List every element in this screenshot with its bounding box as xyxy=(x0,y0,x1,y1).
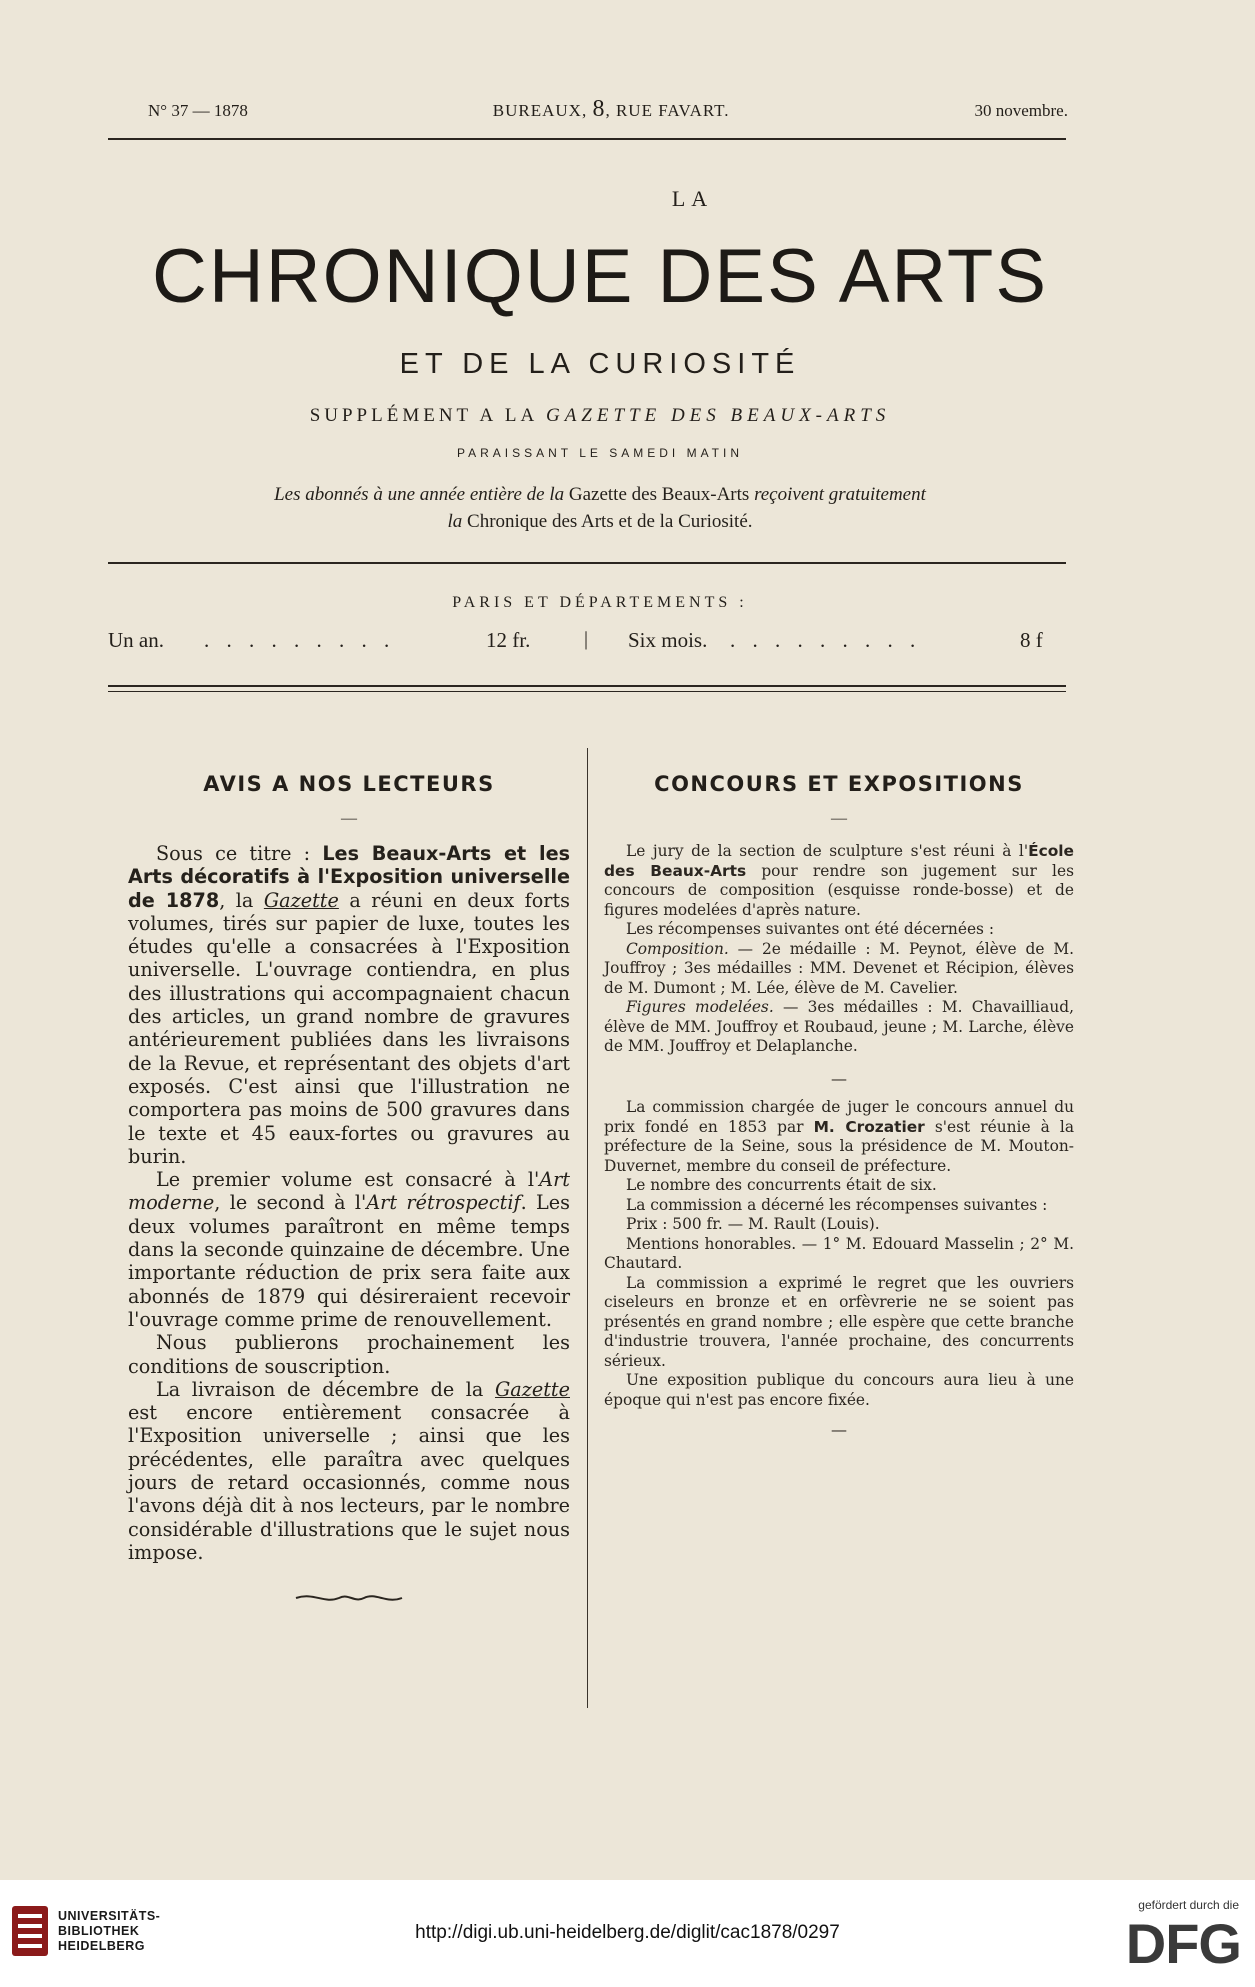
avis-paragraph-2 xyxy=(128,1168,570,1331)
top-rule xyxy=(108,138,1066,140)
concours-p1-bold: École des Beaux-Arts xyxy=(604,842,1074,880)
avis-p1-b: , la xyxy=(219,888,264,912)
supplement-gazette: GAZETTE DES BEAUX-ARTS xyxy=(545,405,891,426)
concours-p5-bold: M. Crozatier xyxy=(813,1117,925,1136)
avis-dash: — xyxy=(341,810,357,827)
un-an-label: Un an. xyxy=(108,628,164,652)
bureaux-number: 8 xyxy=(592,96,606,122)
concours-paragraph-8: Prix : 500 fr. — M. Rault (Louis). xyxy=(626,1215,880,1233)
concours-p1-a: Le jury de la section de sculpture s'est réuni à l' xyxy=(626,842,1029,860)
avis-heading: AVIS A NOS LECTEURS xyxy=(203,772,495,796)
abonnes-plain-2: Chronique des Arts et de la Curiosité. xyxy=(462,511,753,532)
concours-paragraph-10: La commission a exprimé le regret que les ouvriers ciseleurs en bronze et en orfèvrerie ne se soient pas présentés en grand nombre ; elle espère que cette branche d'industrie trouvera, l'année prochaine, des concurrents sérieux. xyxy=(604,1273,1074,1370)
column-divider xyxy=(587,748,588,1708)
six-mois-dots: . . . . . . . . . xyxy=(730,628,922,652)
abonnes-line-1 xyxy=(100,481,1100,508)
abonnes-italic-2: reçoivent gratuitement xyxy=(754,484,926,505)
dfg-funding-note: gefördert durch die xyxy=(1138,1898,1239,1912)
concours-p1-b: pour rendre son jugement sur les concours de composition (esquisse ronde-bosse) et de figures modelées d'après nature. xyxy=(604,861,1074,919)
avis-p1-bold: Les Beaux-Arts et les Arts décoratifs à l'Exposition universelle de 1878 xyxy=(128,842,570,912)
bureaux-address xyxy=(493,96,730,123)
concours-paragraph-11: Une exposition publique du concours aura lieu à une époque qui n'est pas encore fixée. xyxy=(604,1371,1074,1409)
concours-paragraph-3 xyxy=(604,940,1074,999)
masthead-title: CHRONIQUE DES ARTS xyxy=(151,234,1049,319)
supplement-line xyxy=(100,405,1100,427)
avis-p2-art-retro: Art rétrospectif xyxy=(366,1191,521,1215)
avis-body xyxy=(128,842,570,1564)
footer-bar xyxy=(0,1880,1255,1987)
uni-line-3: HEIDELBERG xyxy=(58,1939,145,1953)
concours-paragraph-9: Mentions honorables. — 1° M. Edouard Masselin ; 2° M. Chautard. xyxy=(604,1234,1074,1272)
subscription-prices xyxy=(108,628,1068,658)
concours-body xyxy=(604,842,1074,1440)
abonnes-notice xyxy=(100,481,1100,535)
concours-p5-a: La commission chargée de juger le concours annuel du prix fondé en 1853 par xyxy=(604,1098,1074,1136)
bureaux-prefix: BUREAUX, xyxy=(492,101,593,120)
figures-label: Figures modelées. xyxy=(626,998,774,1016)
avis-paragraph-1 xyxy=(128,842,570,1168)
right-column xyxy=(604,760,1074,1440)
concours-paragraph-7: La commission a décerné les récompenses suivantes : xyxy=(626,1195,1048,1214)
concours-paragraph-5 xyxy=(604,1098,1074,1176)
avis-paragraph-3: Nous publierons prochainement les conditions de souscription. xyxy=(128,1331,570,1378)
figures-text: — 3es médailles : M. Chavailliaud, élève de MM. Jouffroy et Roubaud, jeune ; M. Larche, élève de MM. Jouffroy et Delaplanche. xyxy=(604,998,1075,1055)
abonnes-line-2 xyxy=(100,508,1100,535)
concours-paragraph-2: Les récompenses suivantes ont été décernées : xyxy=(626,920,995,938)
concours-paragraph-4 xyxy=(604,998,1074,1057)
composition-text: — 2e médaille : M. Peynot, élève de M. Jouffroy ; 3es médailles : MM. Devenet et Récipion, élèves de M. Dumont ; M. Lée, élève de M. Cavelier. xyxy=(604,939,1074,997)
supplement-prefix: SUPPLÉMENT A LA xyxy=(309,405,546,426)
masthead-subtitle: ET DE LA CURIOSITÉ xyxy=(399,348,801,380)
concours-paragraph-1 xyxy=(604,842,1074,920)
six-mois-price: 8 f xyxy=(1020,628,1043,652)
abonnes-italic-1: Les abonnés à une année entière de la xyxy=(274,484,565,505)
permalink-url[interactable]: http://digi.ub.uni-heidelberg.de/diglit/cac1878/0297 xyxy=(415,1922,840,1943)
paraissant-line: PARAISSANT LE SAMEDI MATIN xyxy=(456,446,744,460)
concours-dash-3: — xyxy=(831,1420,847,1439)
flourish-icon xyxy=(294,1590,404,1606)
un-an-dots: . . . . . . . . . xyxy=(204,628,396,652)
avis-p1-a: Sous ce titre : xyxy=(156,842,323,865)
avis-p2-c: . Les deux volumes paraîtront en même temps dans la seconde quinzaine de décembre. Une importante réduction de prix sera faite aux abonnés de 1879 qui désireraient recevoir l'ouvrage comme prime de renouvellement. xyxy=(128,1191,570,1331)
top-header-line xyxy=(148,96,1068,123)
un-an-price: 12 fr. xyxy=(486,628,531,652)
avis-p1-gazette: Gazette xyxy=(263,888,339,912)
composition-label: Composition. xyxy=(626,939,729,958)
avis-p2-a: Le premier volume est consacré à l' xyxy=(156,1168,540,1192)
avis-p1-c: a réuni en deux forts volumes, tirés sur papier de luxe, toutes les études qu'elle a consacrées à l'Exposition universelle. L'ouvrage contiendra, en plus des illustrations qui accompagnaient chacun des articles, un grand nombre de gravures antérieurement publiées dans les livraisons de la Revue, et représentant des objets d'art exposés. C'est ainsi que l'illustration ne comportera pas moins de 500 gravures dans le texte et 45 eaux-fortes ou gravures au burin. xyxy=(128,888,570,1168)
avis-p2-b: , le second à l' xyxy=(214,1191,367,1215)
avis-p4-b: est encore entièrement consacrée à l'Exposition universelle ; ainsi que les précédentes, elle paraîtra avec quelques jours de retard occasionnés, comme nous l'avons déjà dit à nos lecteurs, par le nombre considérable d'illustrations que le sujet nous impose. xyxy=(128,1401,570,1564)
subscription-heading: PARIS ET DÉPARTEMENTS : xyxy=(452,594,748,611)
abonnes-italic-3: la xyxy=(447,511,463,532)
concours-dash-2: — xyxy=(831,1068,847,1088)
ornament-flourish xyxy=(128,1590,570,1611)
subscription-rule-2 xyxy=(108,691,1066,692)
avis-paragraph-4 xyxy=(128,1378,570,1564)
avis-p4-a: La livraison de décembre de la xyxy=(156,1377,495,1401)
concours-p5-b: s'est réunie à la préfecture de la Seine, sous la présidence de M. Mouton-Duvernet, membre du conseil de préfecture. xyxy=(604,1117,1075,1175)
uni-line-1: UNIVERSITÄTS- xyxy=(58,1909,161,1923)
left-column xyxy=(128,760,570,1611)
dfg-logo[interactable]: DFG xyxy=(1125,1912,1241,1975)
issue-number: N° 37 — 1878 xyxy=(148,101,248,120)
abonnes-plain-1: Gazette des Beaux-Arts xyxy=(564,484,755,505)
avis-p2-art-moderne: Art moderne xyxy=(128,1168,570,1215)
price-separator: | xyxy=(584,628,589,650)
subscription-rule-1 xyxy=(108,685,1066,687)
uni-line-2: BIBLIOTHEK xyxy=(58,1924,140,1938)
concours-paragraph-6: Le nombre des concurrents était de six. xyxy=(626,1176,937,1194)
six-mois-label: Six mois. xyxy=(628,628,708,652)
masthead-rule xyxy=(108,562,1066,564)
bureaux-suffix: , RUE FAVART. xyxy=(605,101,730,120)
masthead-la: LA xyxy=(671,186,714,211)
avis-p4-gazette: Gazette xyxy=(494,1377,570,1401)
issue-date: 30 novembre. xyxy=(974,101,1068,120)
concours-heading: CONCOURS ET EXPOSITIONS xyxy=(654,772,1024,796)
concours-dash: — xyxy=(831,810,847,827)
